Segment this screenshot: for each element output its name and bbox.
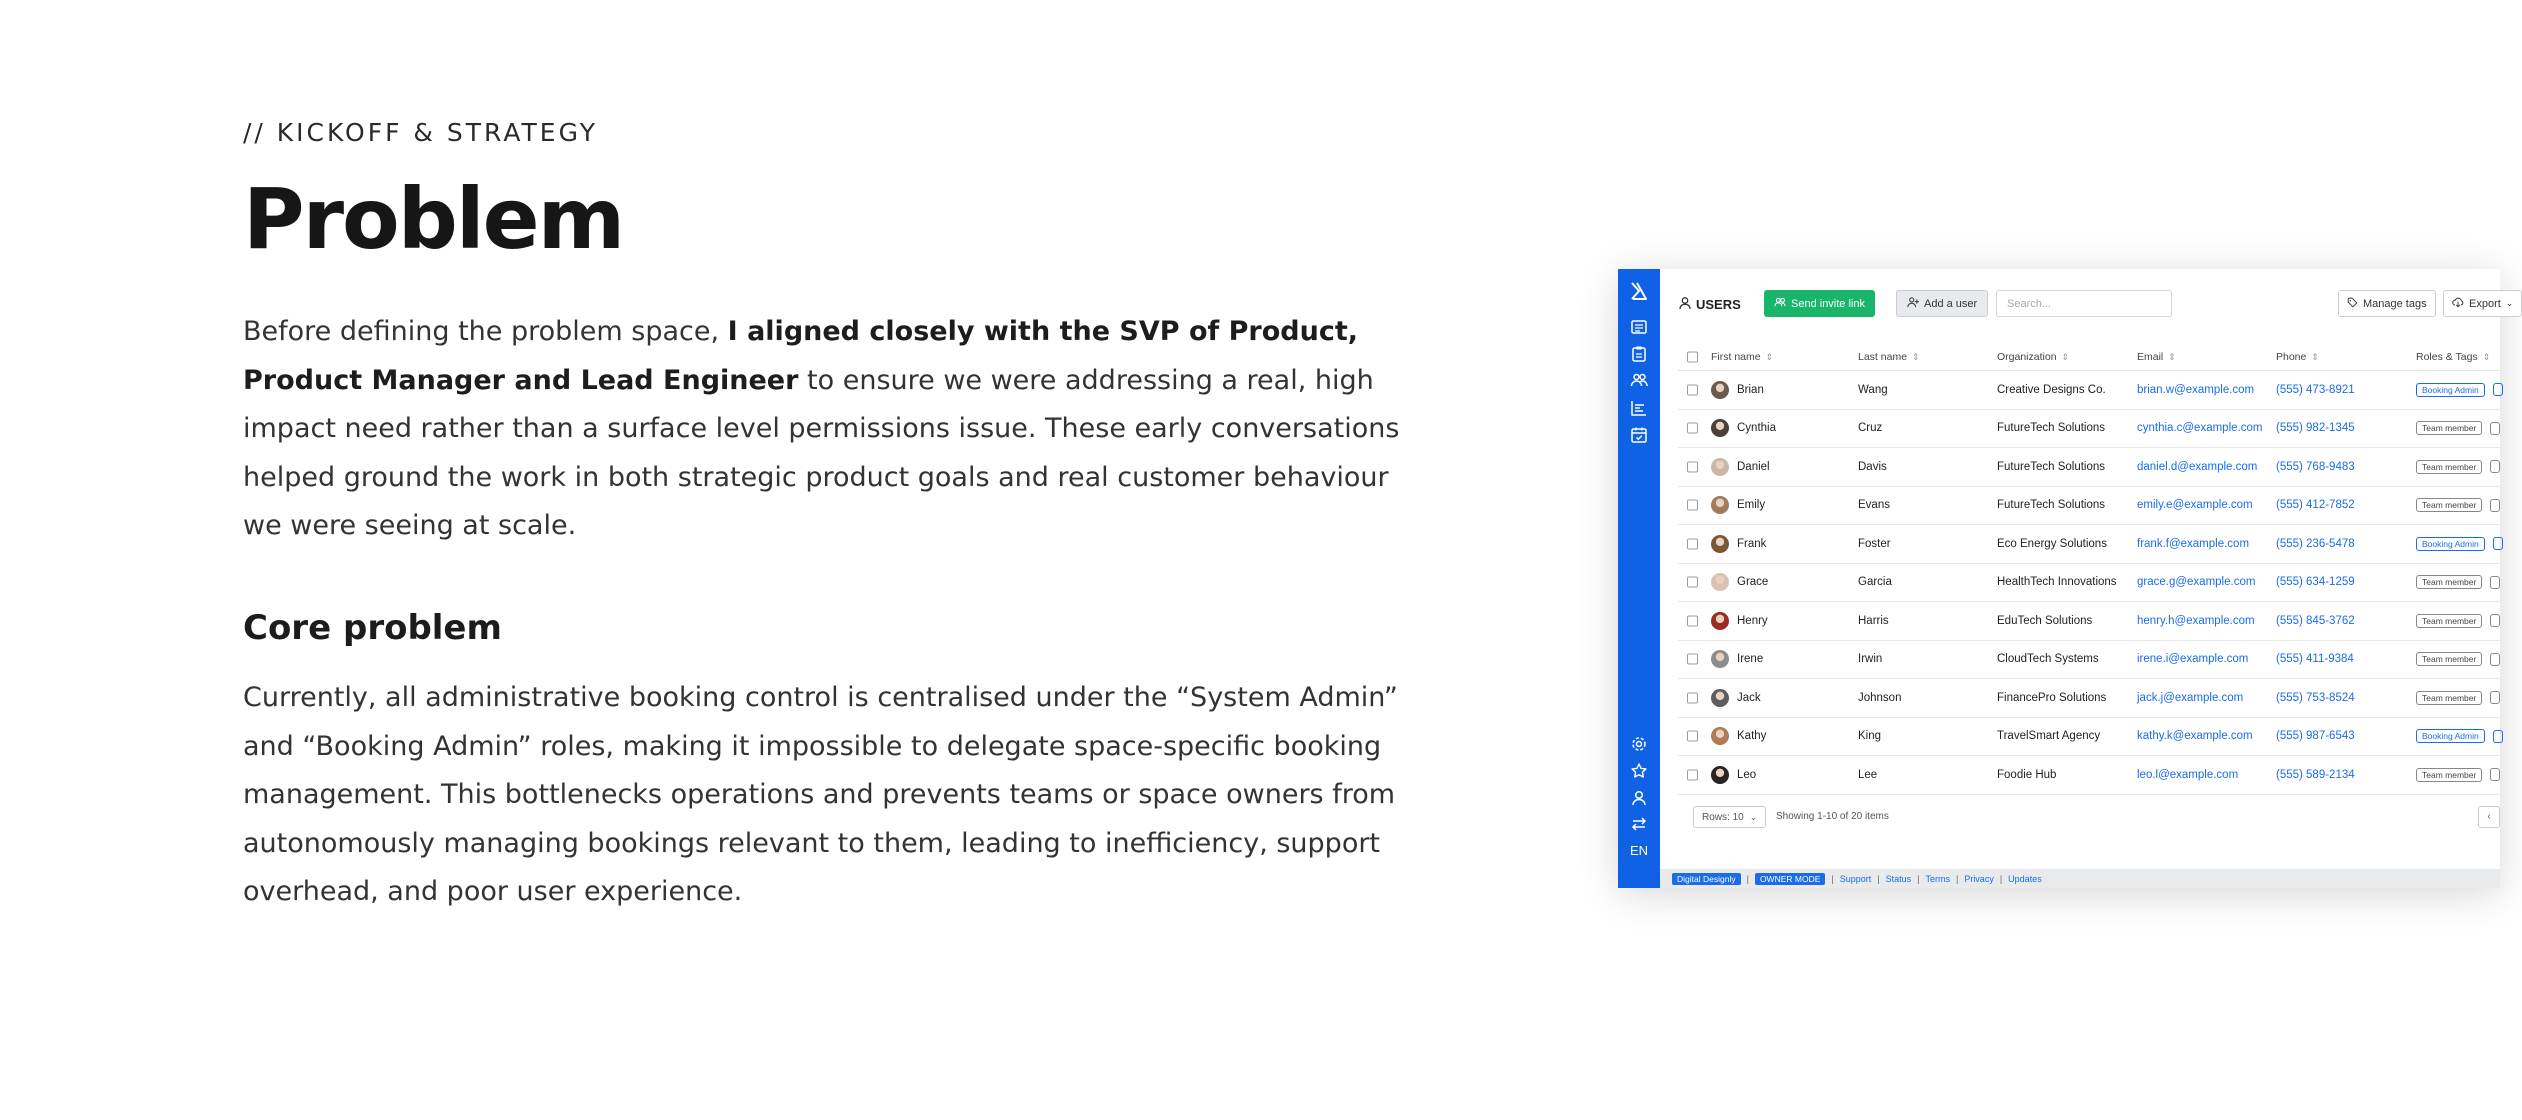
organization: FutureTech Solutions: [1997, 460, 2106, 473]
prev-page-button[interactable]: ‹: [2478, 806, 2500, 828]
last-name: King: [1858, 730, 1882, 743]
add-user-button[interactable]: [1896, 290, 1988, 317]
last-name: Lee: [1858, 768, 1878, 781]
star-icon[interactable]: [1630, 762, 1648, 780]
table-row[interactable]: [1678, 410, 2500, 449]
roles-cell: [2416, 615, 2482, 627]
company-badge[interactable]: Digital Designly: [1672, 873, 1741, 885]
column-label: Organization: [1997, 350, 2057, 363]
avatar: [1711, 766, 1729, 784]
settings-icon[interactable]: [1630, 735, 1648, 753]
row-checkbox[interactable]: [1687, 769, 1698, 780]
roles-cell: [2416, 730, 2485, 742]
swap-icon[interactable]: [1630, 815, 1648, 833]
last-name: Foster: [1858, 537, 1891, 550]
organization: CloudTech Systems: [1997, 653, 2099, 666]
organization: Eco Energy Solutions: [1997, 537, 2107, 550]
first-name: Henry: [1737, 614, 1768, 627]
column-organization[interactable]: [1997, 351, 2069, 363]
email-link[interactable]: cynthia.c@example.com: [2137, 422, 2263, 435]
email-link[interactable]: grace.g@example.com: [2137, 576, 2256, 589]
avatar: [1711, 496, 1729, 514]
email-link[interactable]: leo.l@example.com: [2137, 768, 2239, 781]
rows-per-page-label: Rows: 10: [1702, 811, 1744, 823]
roles-cell: [2416, 422, 2482, 434]
email-link[interactable]: frank.f@example.com: [2137, 537, 2250, 550]
table-footer: [1693, 806, 2500, 830]
language-switcher[interactable]: EN: [1629, 843, 1649, 858]
email-link[interactable]: kathy.k@example.com: [2137, 730, 2253, 743]
role-tag[interactable]: Team member: [2416, 652, 2482, 666]
sort-icon: ⇕: [2311, 351, 2319, 362]
sort-icon: ⇕: [2482, 351, 2491, 362]
first-name-cell: [1711, 535, 1766, 553]
email-link[interactable]: jack.j@example.com: [2137, 691, 2244, 704]
avatar: [1711, 573, 1729, 591]
phone-link[interactable]: (555) 236-5478: [2276, 537, 2355, 550]
brand-logo-icon[interactable]: [1629, 281, 1649, 301]
intro-text-end: to ensure we were addressing a real, high impact need rather than a surface level permissions issue. These early conversations helped ground the work in both strategic product goals and real customer behaviour we were seeing at scale.: [243, 364, 1400, 541]
last-name: Harris: [1858, 614, 1889, 627]
phone-link[interactable]: (555) 845-3762: [2276, 614, 2355, 627]
first-name-cell: [1711, 689, 1761, 707]
support-link[interactable]: Support: [1839, 873, 1872, 884]
roles-cell: [2416, 499, 2482, 511]
role-tag[interactable]: Team member: [2416, 460, 2482, 474]
first-name-cell: [1711, 381, 1764, 399]
column-last-name[interactable]: [1858, 351, 1920, 363]
roles-cell: [2416, 769, 2482, 781]
table-body: [1678, 371, 2500, 795]
sort-icon: ⇕: [2168, 351, 2176, 362]
email-link[interactable]: daniel.d@example.com: [2137, 460, 2258, 473]
first-name-cell: [1711, 419, 1776, 437]
first-name-cell: [1711, 766, 1756, 784]
extra-tag[interactable]: [2490, 460, 2500, 473]
avatar: [1711, 689, 1729, 707]
separator: |: [1746, 873, 1749, 884]
first-name-cell: [1711, 650, 1763, 668]
table-row[interactable]: [1678, 602, 2500, 641]
column-roles-tags[interactable]: [2416, 351, 2490, 363]
row-checkbox[interactable]: [1687, 384, 1698, 395]
add-user-icon: [1907, 296, 1919, 311]
extra-tag[interactable]: [2493, 383, 2503, 396]
avatar: [1711, 535, 1729, 553]
extra-tag[interactable]: [2490, 614, 2500, 627]
sort-icon: ⇕: [1912, 351, 1920, 362]
first-name-cell: [1711, 573, 1768, 591]
organization: FutureTech Solutions: [1997, 422, 2106, 435]
send-invite-label: Send invite link: [1791, 297, 1865, 310]
extra-tag[interactable]: [2490, 576, 2500, 589]
first-name: Cynthia: [1737, 422, 1776, 435]
row-checkbox[interactable]: [1687, 500, 1698, 511]
status-bar: [1660, 869, 2500, 888]
avatar: [1711, 650, 1729, 668]
first-name: Frank: [1737, 537, 1767, 550]
row-checkbox[interactable]: [1687, 615, 1698, 626]
organization: FutureTech Solutions: [1997, 499, 2106, 512]
phone-link[interactable]: (555) 982-1345: [2276, 422, 2355, 435]
pagination-summary: Showing 1-10 of 20 items: [1776, 811, 1889, 822]
first-name: Emily: [1737, 499, 1766, 512]
role-tag[interactable]: Team member: [2416, 691, 2482, 705]
table-row[interactable]: [1678, 487, 2500, 526]
phone-link[interactable]: (555) 589-2134: [2276, 768, 2355, 781]
last-name: Davis: [1858, 460, 1887, 473]
sort-icon: ⇕: [1765, 351, 1774, 362]
row-checkbox[interactable]: [1687, 577, 1698, 588]
phone-link[interactable]: (555) 412-7852: [2276, 499, 2355, 512]
separator: |: [1955, 873, 1959, 884]
phone-link[interactable]: (555) 411-9384: [2276, 653, 2354, 666]
extra-tag[interactable]: [2490, 768, 2500, 781]
row-checkbox[interactable]: [1687, 654, 1698, 665]
select-all-checkbox[interactable]: [1687, 351, 1698, 362]
avatar: [1711, 458, 1729, 476]
column-label: Phone: [2276, 350, 2307, 363]
manage-tags-label: Manage tags: [2363, 297, 2427, 310]
profile-icon[interactable]: [1630, 789, 1648, 807]
first-name: Leo: [1737, 768, 1757, 781]
separator: |: [1999, 873, 2003, 884]
avatar: [1711, 727, 1729, 745]
separator: |: [1831, 873, 1834, 884]
list-icon[interactable]: [1630, 318, 1648, 336]
first-name-cell: [1711, 458, 1770, 476]
users-table: [1678, 343, 2500, 795]
table-row[interactable]: [1678, 371, 2500, 410]
table-row[interactable]: [1678, 641, 2500, 680]
row-checkbox[interactable]: [1687, 692, 1698, 703]
table-row[interactable]: [1678, 718, 2500, 757]
users-title: [1678, 296, 1741, 313]
core-problem-heading: Core problem: [243, 608, 502, 648]
first-name-cell: [1711, 727, 1766, 745]
avatar: [1711, 612, 1729, 630]
first-name: Grace: [1737, 576, 1769, 589]
last-name: Cruz: [1858, 422, 1883, 435]
chevron-down-icon: ⌄: [2505, 298, 2514, 308]
phone-link[interactable]: (555) 768-9483: [2276, 460, 2355, 473]
roles-cell: [2416, 653, 2482, 665]
article: [243, 118, 1413, 907]
phone-link[interactable]: (555) 753-8524: [2276, 691, 2355, 704]
extra-tag[interactable]: [2493, 537, 2503, 550]
users-toolbar: [1678, 290, 2514, 318]
first-name-cell: [1711, 496, 1765, 514]
roles-cell: [2416, 692, 2482, 704]
organization: EduTech Solutions: [1997, 614, 2093, 627]
role-tag[interactable]: Team member: [2416, 498, 2482, 512]
calendar-icon[interactable]: [1630, 426, 1648, 444]
table-row[interactable]: [1678, 448, 2500, 487]
owner-mode-badge[interactable]: OWNER MODE: [1755, 873, 1825, 885]
roles-cell: [2416, 576, 2482, 588]
page-title: Problem: [243, 170, 624, 268]
section-eyebrow: // KICKOFF & STRATEGY: [243, 118, 598, 147]
extra-tag[interactable]: [2490, 691, 2500, 704]
roles-cell: [2416, 384, 2485, 396]
column-first-name[interactable]: [1711, 351, 1773, 363]
users-title-text: USERS: [1696, 297, 1741, 312]
intro-paragraph: [243, 308, 1413, 551]
row-checkbox[interactable]: [1687, 423, 1698, 434]
search-input[interactable]: Search...: [1996, 290, 2172, 317]
first-name: Jack: [1737, 691, 1761, 704]
extra-tag[interactable]: [2490, 653, 2500, 666]
first-name: Kathy: [1737, 730, 1767, 743]
intro-text-start: Before defining the problem space,: [243, 316, 728, 347]
phone-link[interactable]: (555) 473-8921: [2276, 383, 2355, 396]
invite-icon: [1774, 296, 1786, 311]
column-email[interactable]: [2137, 351, 2176, 363]
users-icon[interactable]: [1630, 371, 1648, 389]
app-screenshot: [1618, 269, 2514, 888]
rows-per-page-select[interactable]: [1693, 806, 1766, 828]
avatar: [1711, 419, 1729, 437]
organization: TravelSmart Agency: [1997, 730, 2101, 743]
email-link[interactable]: irene.i@example.com: [2137, 653, 2249, 666]
column-phone[interactable]: [2276, 351, 2319, 363]
first-name: Brian: [1737, 383, 1764, 396]
extra-tag[interactable]: [2490, 422, 2500, 435]
table-row[interactable]: [1678, 564, 2500, 603]
role-tag[interactable]: Team member: [2416, 421, 2482, 435]
phone-link[interactable]: (555) 987-6543: [2276, 730, 2355, 743]
status-link[interactable]: Status: [1885, 873, 1912, 884]
core-problem-text: Currently, all administrative booking control is centralised under the “System Admin” and “Booking Admin” roles, making it impossible to delegate space-specific booking management. This bottlenecks operations and prevents teams or space owners from autonomously managing bookings relevant to them, leading to inefficiency, support overhead, and poor user experience.: [243, 682, 1398, 907]
roles-cell: [2416, 538, 2485, 550]
organization: Creative Designs Co.: [1997, 383, 2106, 396]
table-header: [1678, 343, 2500, 371]
role-tag[interactable]: Booking Admin: [2416, 729, 2485, 743]
chevron-down-icon: ⌄: [1749, 811, 1758, 822]
clipboard-icon[interactable]: [1630, 345, 1648, 363]
first-name-cell: [1711, 612, 1768, 630]
last-name: Johnson: [1858, 691, 1902, 704]
separator: |: [1877, 873, 1880, 884]
terms-link[interactable]: Terms: [1925, 873, 1950, 884]
extra-tag[interactable]: [2493, 730, 2503, 743]
role-tag[interactable]: Team member: [2416, 768, 2482, 782]
updates-link[interactable]: Updates: [2008, 873, 2042, 884]
separator: |: [1917, 873, 1920, 884]
role-tag[interactable]: Booking Admin: [2416, 383, 2485, 397]
table-row[interactable]: [1678, 679, 2500, 718]
sidebar-rail: [1618, 269, 1660, 888]
roles-cell: [2416, 461, 2482, 473]
role-tag[interactable]: Team member: [2416, 575, 2482, 589]
last-name: Wang: [1858, 383, 1888, 396]
export-button[interactable]: [2443, 290, 2522, 317]
column-label: First name: [1711, 350, 1761, 363]
organization: FinancePro Solutions: [1997, 691, 2107, 704]
email-link[interactable]: emily.e@example.com: [2137, 499, 2253, 512]
add-user-label: Add a user: [1924, 297, 1978, 310]
organization: Foodie Hub: [1997, 768, 2057, 781]
role-tag[interactable]: Booking Admin: [2416, 537, 2485, 551]
row-checkbox[interactable]: [1687, 461, 1698, 472]
user-icon: [1678, 296, 1692, 313]
tag-icon: [2347, 297, 2358, 311]
email-link[interactable]: brian.w@example.com: [2137, 383, 2255, 396]
privacy-link[interactable]: Privacy: [1964, 873, 1994, 884]
chart-icon[interactable]: [1630, 399, 1648, 417]
last-name: Garcia: [1858, 576, 1892, 589]
first-name: Daniel: [1737, 460, 1770, 473]
phone-link[interactable]: (555) 634-1259: [2276, 576, 2355, 589]
row-checkbox[interactable]: [1687, 731, 1698, 742]
row-checkbox[interactable]: [1687, 538, 1698, 549]
table-row[interactable]: [1678, 525, 2500, 564]
role-tag[interactable]: Team member: [2416, 614, 2482, 628]
last-name: Irwin: [1858, 653, 1883, 666]
last-name: Evans: [1858, 499, 1890, 512]
send-invite-button[interactable]: [1764, 290, 1875, 317]
export-label: Export: [2469, 297, 2501, 310]
email-link[interactable]: henry.h@example.com: [2137, 614, 2255, 627]
intro-text-bold: I aligned closely with the SVP of Product, Product Manager and Lead Engineer: [243, 316, 1359, 396]
column-label: Email: [2137, 350, 2164, 363]
avatar: [1711, 381, 1729, 399]
table-row[interactable]: [1678, 756, 2500, 795]
manage-tags-button[interactable]: [2338, 290, 2436, 317]
organization: HealthTech Innovations: [1997, 576, 2117, 589]
column-label: Roles & Tags: [2416, 350, 2478, 363]
cloud-download-icon: [2452, 296, 2464, 311]
first-name: Irene: [1737, 653, 1764, 666]
sort-icon: ⇕: [2061, 351, 2070, 362]
column-label: Last name: [1858, 350, 1908, 363]
extra-tag[interactable]: [2490, 499, 2500, 512]
